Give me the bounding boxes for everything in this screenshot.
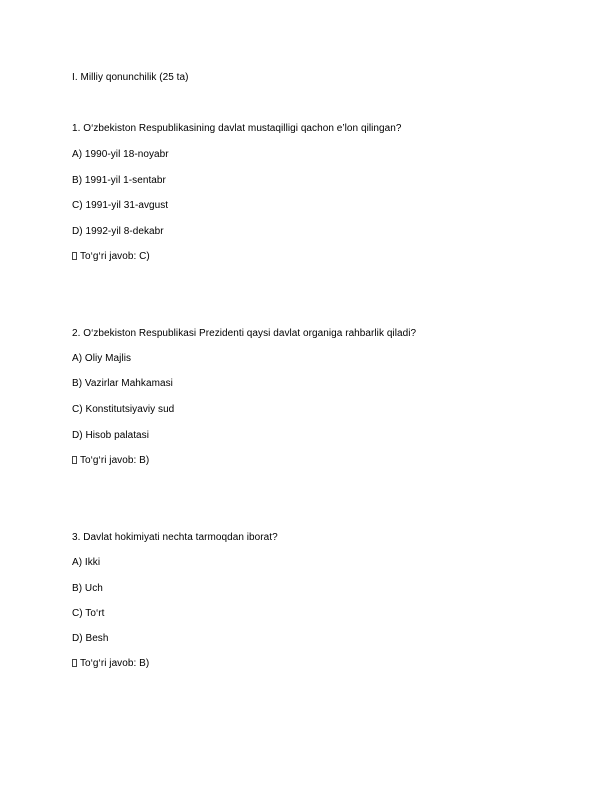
question-2-option-c: C) Konstitutsiyaviy sud bbox=[72, 404, 175, 415]
question-3-answer bbox=[72, 658, 149, 670]
section-title: I. Milliy qonunchilik (25 ta) bbox=[72, 72, 189, 83]
question-3-option-b: B) Uch bbox=[72, 583, 103, 594]
question-1-option-b: B) 1991-yil 1-sentabr bbox=[72, 175, 166, 186]
question-2-option-b: B) Vazirlar Mahkamasi bbox=[72, 378, 173, 389]
question-3-text: 3. Davlat hokimiyati nechta tarmoqdan iborat? bbox=[72, 532, 278, 543]
question-2-option-d: D) Hisob palatasi bbox=[72, 430, 149, 441]
question-1-option-d: D) 1992-yil 8-dekabr bbox=[72, 226, 164, 237]
question-2-answer-text: To‘g‘ri javob: B) bbox=[80, 455, 150, 466]
question-2-text: 2. O‘zbekiston Respublikasi Prezidenti qaysi davlat organiga rahbarlik qiladi? bbox=[72, 328, 417, 339]
question-1-text: 1. O‘zbekiston Respublikasining davlat mustaqilligi qachon e’lon qilingan? bbox=[72, 123, 402, 134]
question-3-option-a: A) Ikki bbox=[72, 557, 101, 568]
question-1-answer bbox=[72, 251, 150, 263]
question-1-answer-text: To‘g‘ri javob: C) bbox=[80, 251, 150, 262]
question-1-option-a: A) 1990-yil 18-noyabr bbox=[72, 149, 169, 160]
missing-glyph-icon bbox=[72, 659, 77, 667]
question-3-answer-text: To‘g‘ri javob: B) bbox=[80, 658, 150, 669]
question-2-answer bbox=[72, 455, 149, 467]
question-2-option-a: A) Oliy Majlis bbox=[72, 353, 132, 364]
question-1-option-c: C) 1991-yil 31-avgust bbox=[72, 200, 169, 211]
question-3-option-c: C) To‘rt bbox=[72, 608, 105, 619]
question-3-option-d: D) Besh bbox=[72, 633, 109, 644]
missing-glyph-icon bbox=[72, 252, 77, 260]
missing-glyph-icon bbox=[72, 456, 77, 464]
